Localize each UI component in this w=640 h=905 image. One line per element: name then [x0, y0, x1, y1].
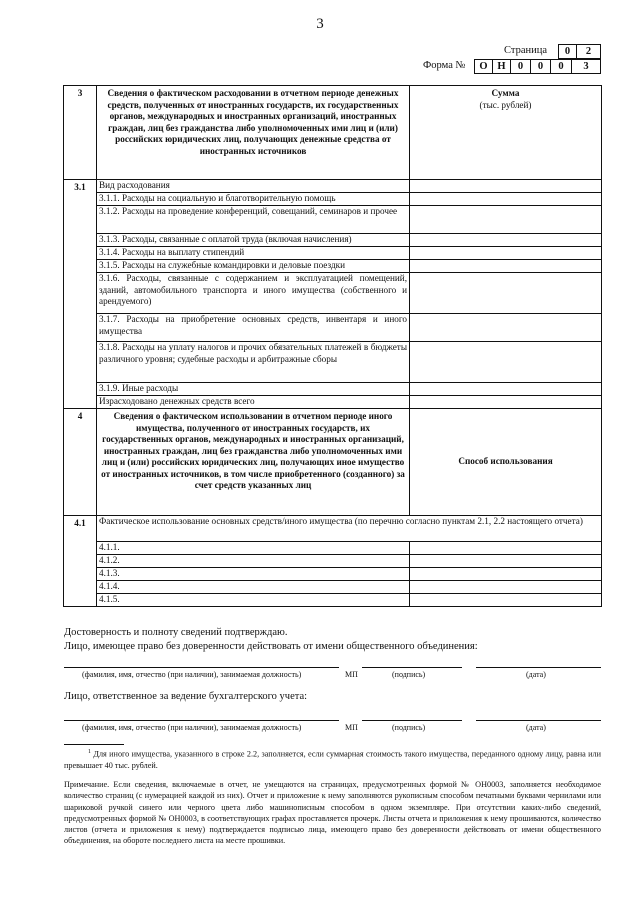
form-code-1: О: [474, 59, 493, 74]
form-code-3: 0: [510, 59, 531, 74]
cell-3-1-1-sum[interactable]: [410, 193, 602, 206]
form-code-2: Н: [492, 59, 511, 74]
page-label: Страница: [504, 45, 548, 56]
row-3-1-2: 3.1.2. Расходы на проведение конференций, совещаний, семинаров и прочее: [97, 206, 410, 234]
row-4-1-header: Фактическое использование основных средств/иного имущества (по перечню согласно пунктам 2.1, 2.2 настоящего отчета): [97, 516, 602, 542]
confirmation-statement: Достоверность и полноту сведений подтверждаю.: [64, 627, 288, 638]
cell-4-1-4-usage[interactable]: [410, 581, 602, 594]
caption-name-2: (фамилия, имя, отчество (при наличии), занимаемая должность): [82, 723, 302, 732]
row-4-1-1: 4.1.1.: [97, 542, 410, 555]
report-table: [63, 85, 602, 607]
row-3-1-5: 3.1.5. Расходы на служебные командировки и деловые поездки: [97, 260, 410, 273]
section3-title: Сведения о фактическом расходовании в отчетном периоде денежных средств, полученных от иностранных государств, их государственных органов, международных и иностранных организаций, иностранных граждан, лиц без гражданства либо уполномоченных ими лиц и (или) российских юридических лиц, получающих денежные средства от иностранных источников: [97, 86, 410, 180]
row-4-1-4: 4.1.4.: [97, 581, 410, 594]
row-3-1-4: 3.1.4. Расходы на выплату стипендий: [97, 247, 410, 260]
signature-line-date-2[interactable]: [476, 720, 601, 721]
signature-line-date-1[interactable]: [476, 667, 601, 668]
row-4-1-2: 4.1.2.: [97, 555, 410, 568]
row-3-1-3: 3.1.3. Расходы, связанные с оплатой труда (включая начисления): [97, 234, 410, 247]
caption-date-2: (дата): [526, 723, 546, 732]
caption-date-1: (дата): [526, 670, 546, 679]
footnote-text: Для иного имущества, указанного в строке 2.2, заполняется, если суммарная стоимость такого имущества, переданного одному лицу, равна или превышает 40 тыс. рублей.: [64, 749, 601, 771]
row-total-spent: Израсходовано денежных средств всего: [97, 396, 410, 409]
sum-unit: (тыс. рублей): [479, 99, 532, 110]
accountant-label: Лицо, ответственное за ведение бухгалтерского учета:: [64, 691, 308, 702]
page-digit-2: 2: [576, 44, 601, 59]
form-code-6: 3: [571, 59, 601, 74]
sum-label: Сумма: [491, 88, 520, 98]
caption-sign-2: (подпись): [392, 723, 426, 732]
section4-number: 4: [64, 409, 97, 516]
footnote-divider: [64, 744, 124, 745]
cell-3-1-header-sum[interactable]: [410, 180, 602, 193]
usage-column-header: Способ использования: [410, 409, 602, 516]
cell-3-1-2-sum[interactable]: [410, 206, 602, 234]
caption-mp-2: МП: [345, 723, 358, 732]
row-3-1-8: 3.1.8. Расходы на уплату налогов и прочих обязательных платежей в бюджеты различного уровня; судебные расходы и арбитражные сборы: [97, 342, 410, 383]
cell-total-spent-sum[interactable]: [410, 396, 602, 409]
section4-title: Сведения о фактическом использовании в отчетном периоде иного имущества, полученного от иностранных государств, их государственных органов, международных и иностранных организаций, иностранных граждан, лиц без гражданства либо уполномоченных ими лиц и (или) российских юридических лиц, получающих иное имущество от иностранных источников, в том числе приобретенного (созданного) за счет средств указанных лиц: [97, 409, 410, 516]
cell-4-1-2-usage[interactable]: [410, 555, 602, 568]
row-3-1-header: Вид расходования: [97, 180, 410, 193]
section4-1-number: 4.1: [64, 516, 97, 607]
form-code-5: 0: [550, 59, 572, 74]
cell-4-1-1-usage[interactable]: [410, 542, 602, 555]
caption-name-1: (фамилия, имя, отчество (при наличии), занимаемая должность): [82, 670, 302, 679]
authorized-person-label: Лицо, имеющее право без доверенности действовать от имени общественного объединения:: [64, 641, 478, 652]
row-3-1-6: 3.1.6. Расходы, связанные с содержанием и эксплуатацией помещений, зданий, автомобильного транспорта и иного имущества (собственного и арендуемого): [97, 273, 410, 314]
row-3-1-9: 3.1.9. Иные расходы: [97, 383, 410, 396]
cell-3-1-7-sum[interactable]: [410, 314, 602, 342]
page-digit-1: 0: [558, 44, 577, 59]
page-number: 3: [316, 16, 324, 32]
row-4-1-5: 4.1.5.: [97, 594, 410, 607]
signature-line-sign-2[interactable]: [362, 720, 462, 721]
section3-number: 3: [64, 86, 97, 180]
form-label: Форма №: [423, 60, 466, 71]
cell-4-1-3-usage[interactable]: [410, 568, 602, 581]
signature-line-name-1[interactable]: [64, 667, 339, 668]
cell-4-1-5-usage[interactable]: [410, 594, 602, 607]
row-3-1-7: 3.1.7. Расходы на приобретение основных средств, инвентаря и иного имущества: [97, 314, 410, 342]
caption-sign-1: (подпись): [392, 670, 426, 679]
form-code-4: 0: [530, 59, 551, 74]
sum-column-header: [410, 86, 602, 180]
row-3-1-1: 3.1.1. Расходы на социальную и благотворительную помощь: [97, 193, 410, 206]
footnote: [64, 747, 601, 771]
cell-3-1-8-sum[interactable]: [410, 342, 602, 383]
cell-3-1-5-sum[interactable]: [410, 260, 602, 273]
cell-3-1-3-sum[interactable]: [410, 234, 602, 247]
section3-1-number: 3.1: [64, 180, 97, 409]
row-4-1-3: 4.1.3.: [97, 568, 410, 581]
footnote-mark: 1: [88, 749, 91, 755]
note: Примечание. Если сведения, включаемые в отчет, не умещаются на страницах, предусмотренных формой № ОН0003, заполняется необходимое количество страниц (с нумерацией каждой из них). Отчет и приложение к нему заполняются рукописным способом печатными буквами чернилами или шариковой ручкой синего или черного цвета либо машинописным способом в одном экземпляре. При отсутствии каких-либо сведений, предусмотренных формой № ОН0003, в соответствующих графах проставляется прочерк. Листы отчета и приложения к нему прошиваются, количество листов (отчета и приложения к нему) подтверждается подписью лица, имеющего право без доверенности действовать от имени общественного объединения, на обороте последнего листа на месте прошивки.: [64, 780, 601, 846]
cell-3-1-4-sum[interactable]: [410, 247, 602, 260]
caption-mp-1: МП: [345, 670, 358, 679]
cell-3-1-6-sum[interactable]: [410, 273, 602, 314]
signature-line-sign-1[interactable]: [362, 667, 462, 668]
signature-line-name-2[interactable]: [64, 720, 339, 721]
cell-3-1-9-sum[interactable]: [410, 383, 602, 396]
